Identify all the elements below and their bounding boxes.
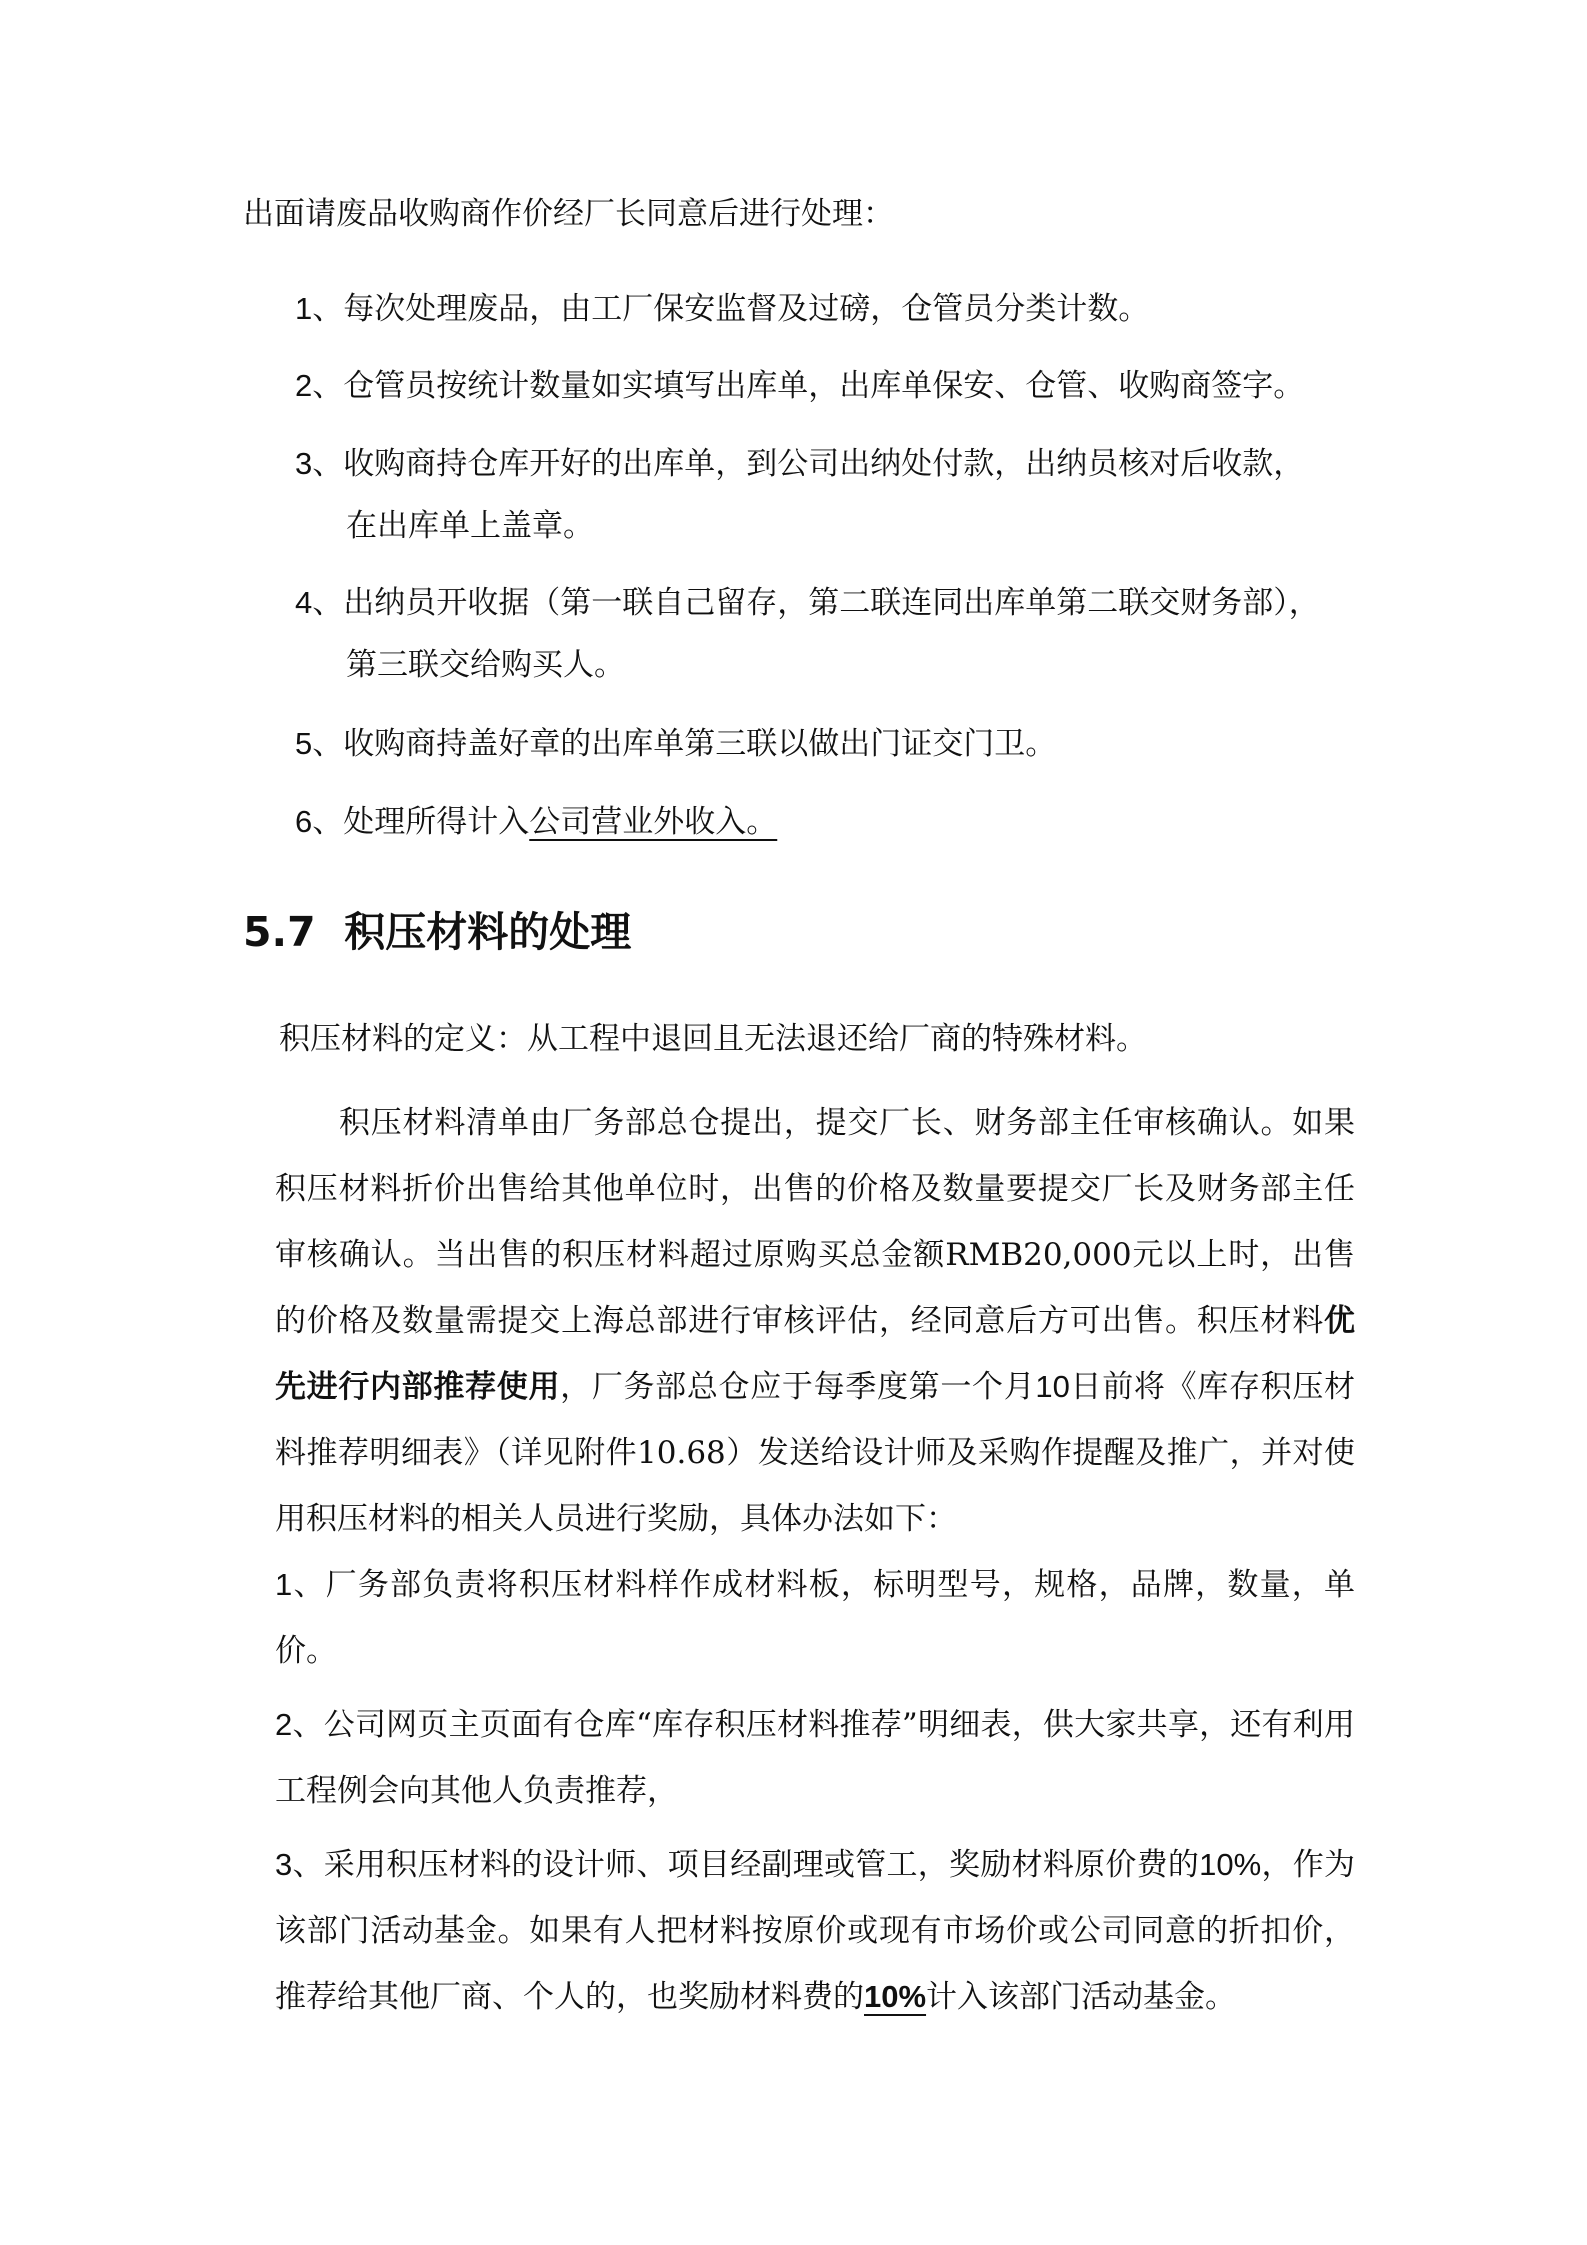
step-3-number: 3 <box>295 446 313 481</box>
reward-item-3-text-a: 、采用积压材料的设计师、项目经副理或管工，奖励材料原价费的 <box>292 1847 1200 1883</box>
step-3-sep: 、 <box>312 446 344 482</box>
reward-item-3-percent-a: 10% <box>1199 1847 1262 1882</box>
body-text-3: 日前将《库存积压材料推荐明细表》（详见附件10.68）发送给设计师及采购作提醒及推广，并对使用积压材料的相关人员进行奖励，具体办法如下： <box>275 1369 1355 1537</box>
step-4 <box>295 581 1320 625</box>
body-bold-text: 优先进行内部推荐使用 <box>275 1303 1355 1405</box>
step-1 <box>295 287 1149 331</box>
reward-item-1 <box>275 1552 1355 1684</box>
step-2-number: 2 <box>295 368 313 403</box>
step-6-text: 处理所得计入 <box>343 804 530 840</box>
step-5-number: 5 <box>295 726 313 761</box>
reward-item-3-percent-b: 10% <box>864 1979 927 2014</box>
reward-item-1-number: 1 <box>275 1567 293 1602</box>
step-6-number: 6 <box>295 804 313 839</box>
reward-item-3-number: 3 <box>275 1847 293 1882</box>
intro-line: 出面请废品收购商作价经厂长同意后进行处理： <box>243 196 894 232</box>
reward-item-3-text-b: ，作为该部门活动基金。如果有人把材料按原价或现有市场价或公司同意的折扣价，推荐给其他厂商、个人的，也奖励材料费的 <box>275 1847 1356 2015</box>
step-2-sep: 、 <box>312 368 344 404</box>
step-3-text: 收购商持仓库开好的出库单，到公司出纳处付款，出纳员核对后收款， <box>343 446 1305 482</box>
step-4-sep: 、 <box>312 585 344 621</box>
section-number: 5.7 <box>243 908 316 956</box>
section-body-paragraph <box>275 1090 1355 1552</box>
step-1-sep: 、 <box>312 291 344 327</box>
section-heading <box>243 904 631 960</box>
step-3-continuation: 在出库单上盖章。 <box>346 508 594 544</box>
reward-item-2-number: 2 <box>275 1707 293 1742</box>
step-3 <box>295 442 1304 486</box>
step-6 <box>295 800 777 844</box>
step-1-text: 每次处理废品，由工厂保安监督及过磅，仓管员分类计数。 <box>343 291 1150 327</box>
step-5 <box>295 722 1056 766</box>
step-1-number: 1 <box>295 291 313 326</box>
step-6-sep: 、 <box>312 804 344 840</box>
step-4-continuation: 第三联交给购买人。 <box>346 647 625 683</box>
reward-item-2 <box>275 1692 1355 1824</box>
body-day-number: 10 <box>1035 1369 1070 1404</box>
step-6-underlined-text: 公司营业外收入。 <box>529 804 778 840</box>
body-text-2: ，厂务部总仓应于每季度第一个月 <box>560 1369 1036 1405</box>
reward-item-2-text: 、公司网页主页面有仓库“库存积压材料推荐”明细表，供大家共享，还有利用工程例会向其他人负责推荐， <box>275 1707 1355 1809</box>
body-text-1: 积压材料清单由厂务部总仓提出，提交厂长、财务部主任审核确认。如果积压材料折价出售给其他单位时，出售的价格及数量要提交厂长及财务部主任审核确认。当出售的积压材料超过原购买总金额RMB20,000元以上时，出售的价格及数量需提交上海总部进行审核评估，经同意后方可出售。积压材料 <box>275 1105 1355 1339</box>
step-4-number: 4 <box>295 585 313 620</box>
reward-item-3 <box>275 1832 1355 2030</box>
reward-item-3-text-c: 计入该部门活动基金。 <box>926 1979 1237 2015</box>
reward-item-1-text: 、厂务部负责将积压材料样作成材料板，标明型号，规格，品牌，数量，单价。 <box>275 1567 1355 1669</box>
section-definition: 积压材料的定义：从工程中退回且无法退还给厂商的特殊材料。 <box>279 1021 1147 1057</box>
step-5-text: 收购商持盖好章的出库单第三联以做出门证交门卫。 <box>343 726 1057 762</box>
step-4-text: 出纳员开收据（第一联自己留存，第二联连同出库单第二联交财务部）， <box>343 585 1320 621</box>
step-2-text: 仓管员按统计数量如实填写出库单，出库单保安、仓管、收购商签字。 <box>343 368 1305 404</box>
step-5-sep: 、 <box>312 726 344 762</box>
section-title: 积压材料的处理 <box>344 908 632 956</box>
step-2 <box>295 364 1304 408</box>
